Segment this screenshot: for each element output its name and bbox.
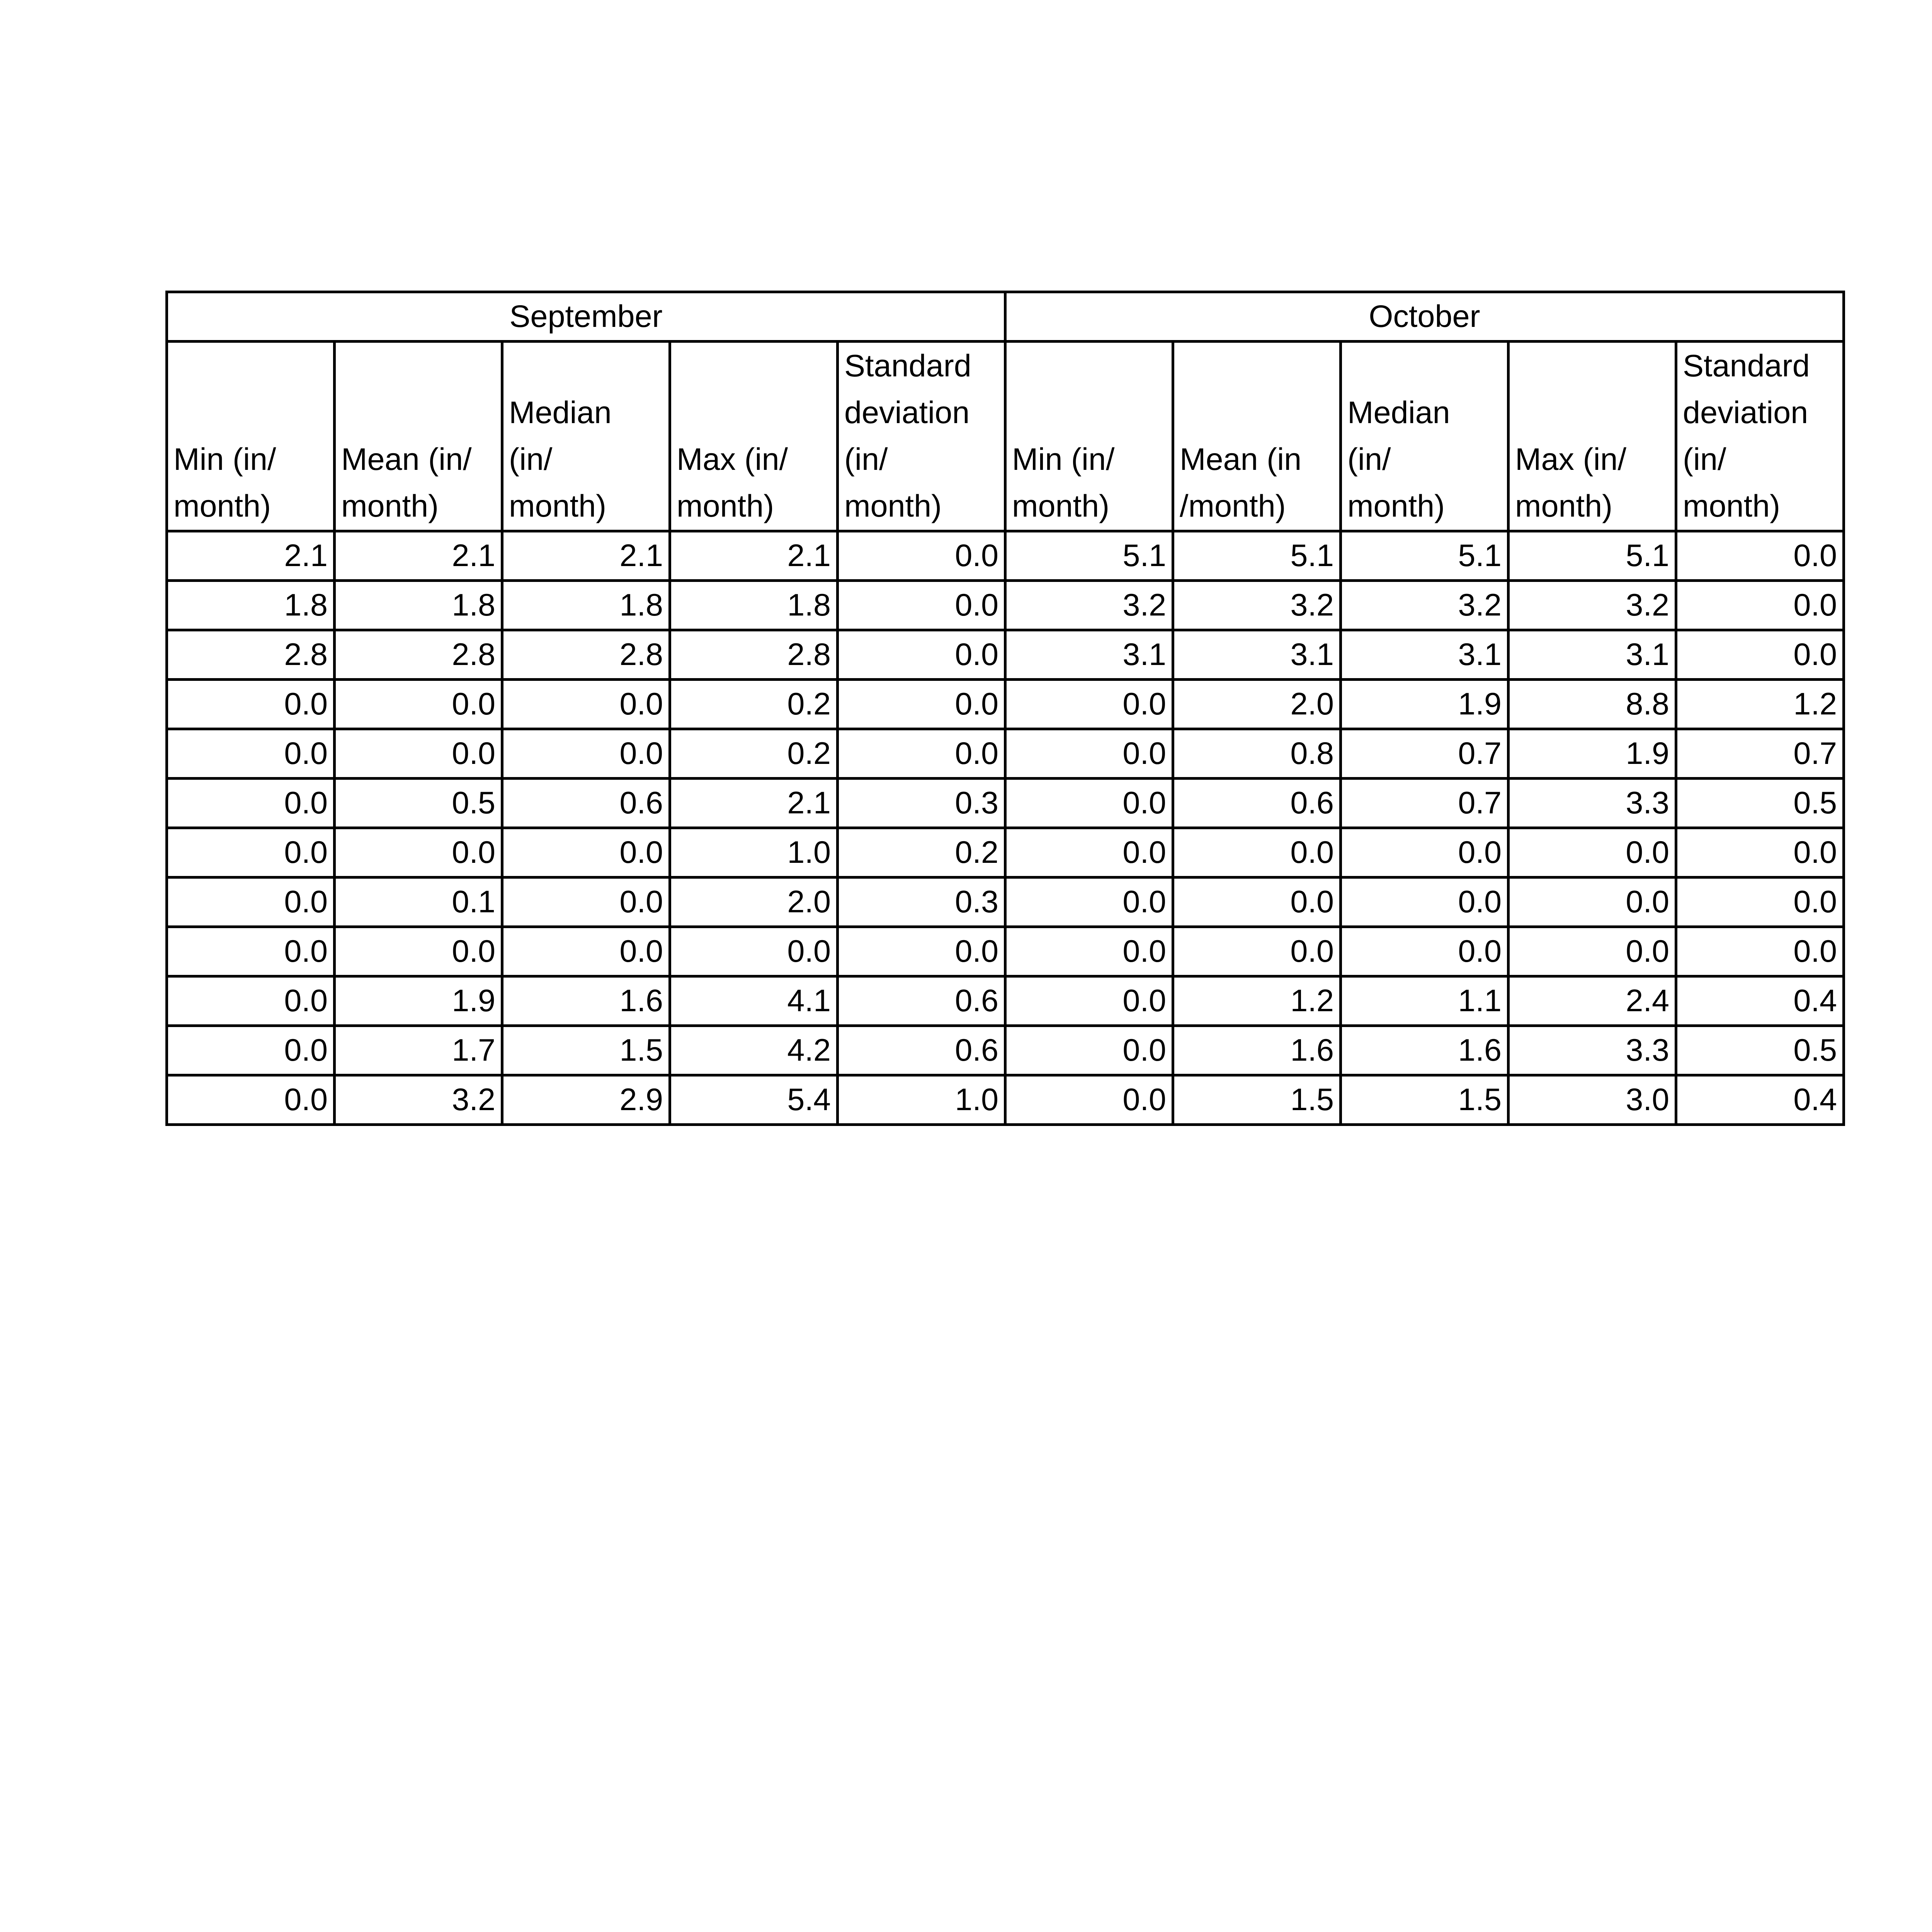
table-cell: 2.0 [1173,680,1341,729]
table-cell: 4.2 [670,1026,838,1075]
table-row [167,1075,1844,1125]
table-cell: 0.0 [502,729,670,779]
table-cell: 2.1 [502,531,670,581]
column-header-oct-std-dev: Standard deviation (in/ month) [1676,342,1844,531]
table-cell: 0.0 [335,828,502,878]
table-cell: 0.5 [1676,1026,1844,1075]
table-cell: 0.0 [167,779,335,828]
table-cell: 0.4 [1676,976,1844,1026]
table-cell: 0.2 [670,680,838,729]
table-cell: 0.0 [502,927,670,976]
table-cell: 1.5 [1173,1075,1341,1125]
column-header-sep-min: Min (in/ month) [167,342,335,531]
table-row [167,531,1844,581]
table-cell: 2.1 [335,531,502,581]
table-cell: 1.5 [1341,1075,1509,1125]
table-cell: 1.9 [1341,680,1509,729]
table-row [167,976,1844,1026]
table-cell: 0.0 [1173,927,1341,976]
table-cell: 0.0 [167,828,335,878]
table-cell: 1.5 [502,1026,670,1075]
table-cell: 1.8 [167,581,335,630]
table-cell: 1.8 [502,581,670,630]
table-cell: 0.4 [1676,1075,1844,1125]
table-cell: 0.0 [1005,779,1173,828]
table-cell: 0.0 [167,680,335,729]
table-cell: 0.0 [335,729,502,779]
table-cell: 0.7 [1341,729,1509,779]
table-cell: 4.1 [670,976,838,1026]
table-cell: 0.0 [335,927,502,976]
column-header-sep-median: Median (in/ month) [502,342,670,531]
table-cell: 0.0 [1005,729,1173,779]
table-cell: 1.2 [1676,680,1844,729]
table-cell: 3.1 [1509,630,1676,680]
month-header-row [167,292,1844,342]
table-cell: 2.8 [167,630,335,680]
table-cell: 1.7 [335,1026,502,1075]
table-cell: 5.1 [1005,531,1173,581]
table-cell: 0.0 [1676,630,1844,680]
table-cell: 5.1 [1173,531,1341,581]
table-cell: 0.0 [167,976,335,1026]
table-cell: 0.0 [1676,878,1844,927]
table-cell: 0.0 [1676,581,1844,630]
table-cell: 3.2 [1005,581,1173,630]
table-row [167,927,1844,976]
table-cell: 2.1 [167,531,335,581]
table-cell: 3.2 [1341,581,1509,630]
table-cell: 3.3 [1509,1026,1676,1075]
table-cell: 1.9 [1509,729,1676,779]
table-cell: 0.6 [1173,779,1341,828]
table-cell: 3.1 [1341,630,1509,680]
month-header-september: September [167,292,1005,342]
table-cell: 0.0 [502,828,670,878]
month-header-october: October [1005,292,1844,342]
table-cell: 2.1 [670,531,838,581]
table-row [167,828,1844,878]
table-cell: 0.0 [335,680,502,729]
table-cell: 0.0 [1676,927,1844,976]
table-cell: 2.8 [670,630,838,680]
table-cell: 0.5 [335,779,502,828]
table-cell: 0.0 [167,1026,335,1075]
table-cell: 0.0 [1005,1075,1173,1125]
table-cell: 0.6 [838,976,1005,1026]
table-cell: 0.0 [167,927,335,976]
table-cell: 3.2 [335,1075,502,1125]
column-header-sep-std-dev: Standard deviation (in/ month) [838,342,1005,531]
table-cell: 3.1 [1005,630,1173,680]
table-cell: 0.3 [838,878,1005,927]
table-cell: 0.2 [838,828,1005,878]
column-header-sep-max: Max (in/ month) [670,342,838,531]
table-cell: 2.8 [502,630,670,680]
table-cell: 0.0 [1509,828,1676,878]
table-cell: 2.1 [670,779,838,828]
table-cell: 3.2 [1173,581,1341,630]
column-header-oct-max: Max (in/ month) [1509,342,1676,531]
table-cell: 1.1 [1341,976,1509,1026]
table-cell: 0.1 [335,878,502,927]
table-cell: 1.6 [502,976,670,1026]
table-cell: 0.0 [1509,878,1676,927]
table-cell: 1.2 [1173,976,1341,1026]
table-cell: 5.1 [1341,531,1509,581]
table-row [167,1026,1844,1075]
table-cell: 5.1 [1509,531,1676,581]
table-cell: 0.0 [1341,878,1509,927]
table-row [167,878,1844,927]
table-cell: 0.0 [167,729,335,779]
table-cell: 1.9 [335,976,502,1026]
table-cell: 0.0 [1173,878,1341,927]
table-row [167,680,1844,729]
table-cell: 1.6 [1173,1026,1341,1075]
table-cell: 1.8 [670,581,838,630]
table-cell: 2.9 [502,1075,670,1125]
table-cell: 0.3 [838,779,1005,828]
table-cell: 1.0 [670,828,838,878]
table-cell: 0.5 [1676,779,1844,828]
table-cell: 0.0 [838,581,1005,630]
table-cell: 0.0 [838,729,1005,779]
table-cell: 0.0 [1341,828,1509,878]
table-cell: 0.6 [838,1026,1005,1075]
table-cell: 0.0 [1005,1026,1173,1075]
table-cell: 0.0 [1005,976,1173,1026]
table-row [167,581,1844,630]
column-header-row [167,342,1844,531]
table-cell: 1.0 [838,1075,1005,1125]
table-cell: 0.0 [1341,927,1509,976]
table-cell: 0.0 [838,531,1005,581]
table-row [167,729,1844,779]
table-row [167,779,1844,828]
table-cell: 2.8 [335,630,502,680]
column-header-sep-mean: Mean (in/ month) [335,342,502,531]
table-cell: 0.0 [670,927,838,976]
table-cell: 0.0 [838,630,1005,680]
column-header-oct-mean: Mean (in /month) [1173,342,1341,531]
table-cell: 0.0 [838,927,1005,976]
table-cell: 0.0 [1509,927,1676,976]
table-cell: 0.0 [1005,878,1173,927]
precipitation-table [165,291,1845,1126]
table-cell: 3.1 [1173,630,1341,680]
table-cell: 3.2 [1509,581,1676,630]
column-header-oct-min: Min (in/ month) [1005,342,1173,531]
table-cell: 8.8 [1509,680,1676,729]
table-cell: 0.0 [167,1075,335,1125]
table-cell: 0.6 [502,779,670,828]
table-cell: 0.2 [670,729,838,779]
table-cell: 0.0 [1173,828,1341,878]
table-cell: 0.0 [167,878,335,927]
column-header-oct-median: Median (in/ month) [1341,342,1509,531]
table-cell: 0.0 [502,878,670,927]
table-cell: 0.7 [1341,779,1509,828]
table-cell: 0.0 [1676,828,1844,878]
table-cell: 0.0 [1005,927,1173,976]
table-cell: 0.7 [1676,729,1844,779]
table-cell: 0.0 [1005,828,1173,878]
table-cell: 1.8 [335,581,502,630]
table-cell: 2.0 [670,878,838,927]
table-cell: 0.0 [1676,531,1844,581]
table-cell: 0.0 [502,680,670,729]
table-cell: 3.3 [1509,779,1676,828]
table-cell: 1.6 [1341,1026,1509,1075]
table-cell: 3.0 [1509,1075,1676,1125]
table-cell: 2.4 [1509,976,1676,1026]
table-cell: 5.4 [670,1075,838,1125]
table-row [167,630,1844,680]
table-cell: 0.8 [1173,729,1341,779]
table-cell: 0.0 [838,680,1005,729]
table-cell: 0.0 [1005,680,1173,729]
